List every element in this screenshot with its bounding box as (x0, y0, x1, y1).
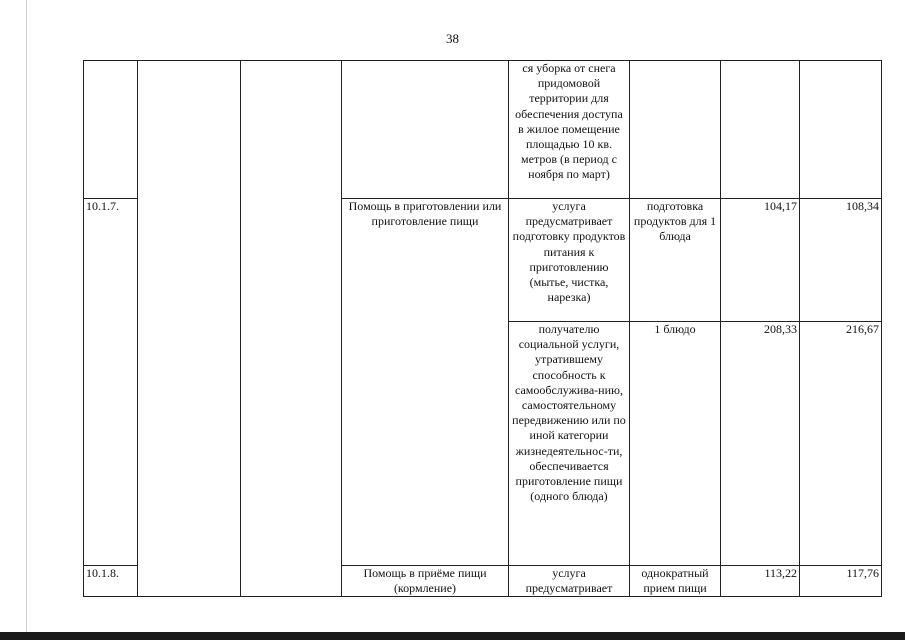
cell-price-2 (800, 61, 882, 199)
cell-number: 10.1.7. (84, 199, 138, 566)
cell-description: услуга предусматривает подготовку продуктов питания к приготовлению (мытье, чистка, нарезка) (509, 199, 630, 322)
cell-price-2: 108,34 (800, 199, 882, 322)
cell-unit: 1 блюдо (630, 322, 721, 566)
cell-description: ся уборка от снега придомовой территории для обеспечения доступа в жилое помещение площадью 10 кв. метров (в период с ноября по март) (509, 61, 630, 199)
services-table (83, 60, 882, 597)
table-row (84, 61, 882, 199)
cell-price-1: 104,17 (721, 199, 800, 322)
cell-service-name (342, 61, 509, 199)
cell-unit: однократный прием пищи (630, 566, 721, 597)
cell-unit: подготовка продуктов для 1 блюда (630, 199, 721, 322)
cell-price-1: 208,33 (721, 322, 800, 566)
scan-bottom-bar (0, 632, 905, 640)
cell-empty-col2 (138, 61, 241, 597)
cell-service-name: Помощь в приёме пищи (кормление) (342, 566, 509, 597)
cell-price-2: 216,67 (800, 322, 882, 566)
cell-service-name: Помощь в приготовлении или приготовление пищи (342, 199, 509, 566)
page-number: 38 (446, 31, 459, 46)
cell-price-2: 117,76 (800, 566, 882, 597)
cell-empty-col3 (241, 61, 342, 597)
cell-description: получателю социальной услуги, утратившему способность к самообслужива-нию, самостоятельному передвижению или по иной категории жизнедеятельнос-ти, обеспечивается приготовление пищи (одного блюда) (509, 322, 630, 566)
cell-description: услуга предусматривает (509, 566, 630, 597)
cell-price-1: 113,22 (721, 566, 800, 597)
cell-price-1 (721, 61, 800, 199)
scan-edge-line (26, 0, 27, 632)
cell-unit (630, 61, 721, 199)
cell-number: 10.1.8. (84, 566, 138, 597)
cell-number (84, 61, 138, 199)
